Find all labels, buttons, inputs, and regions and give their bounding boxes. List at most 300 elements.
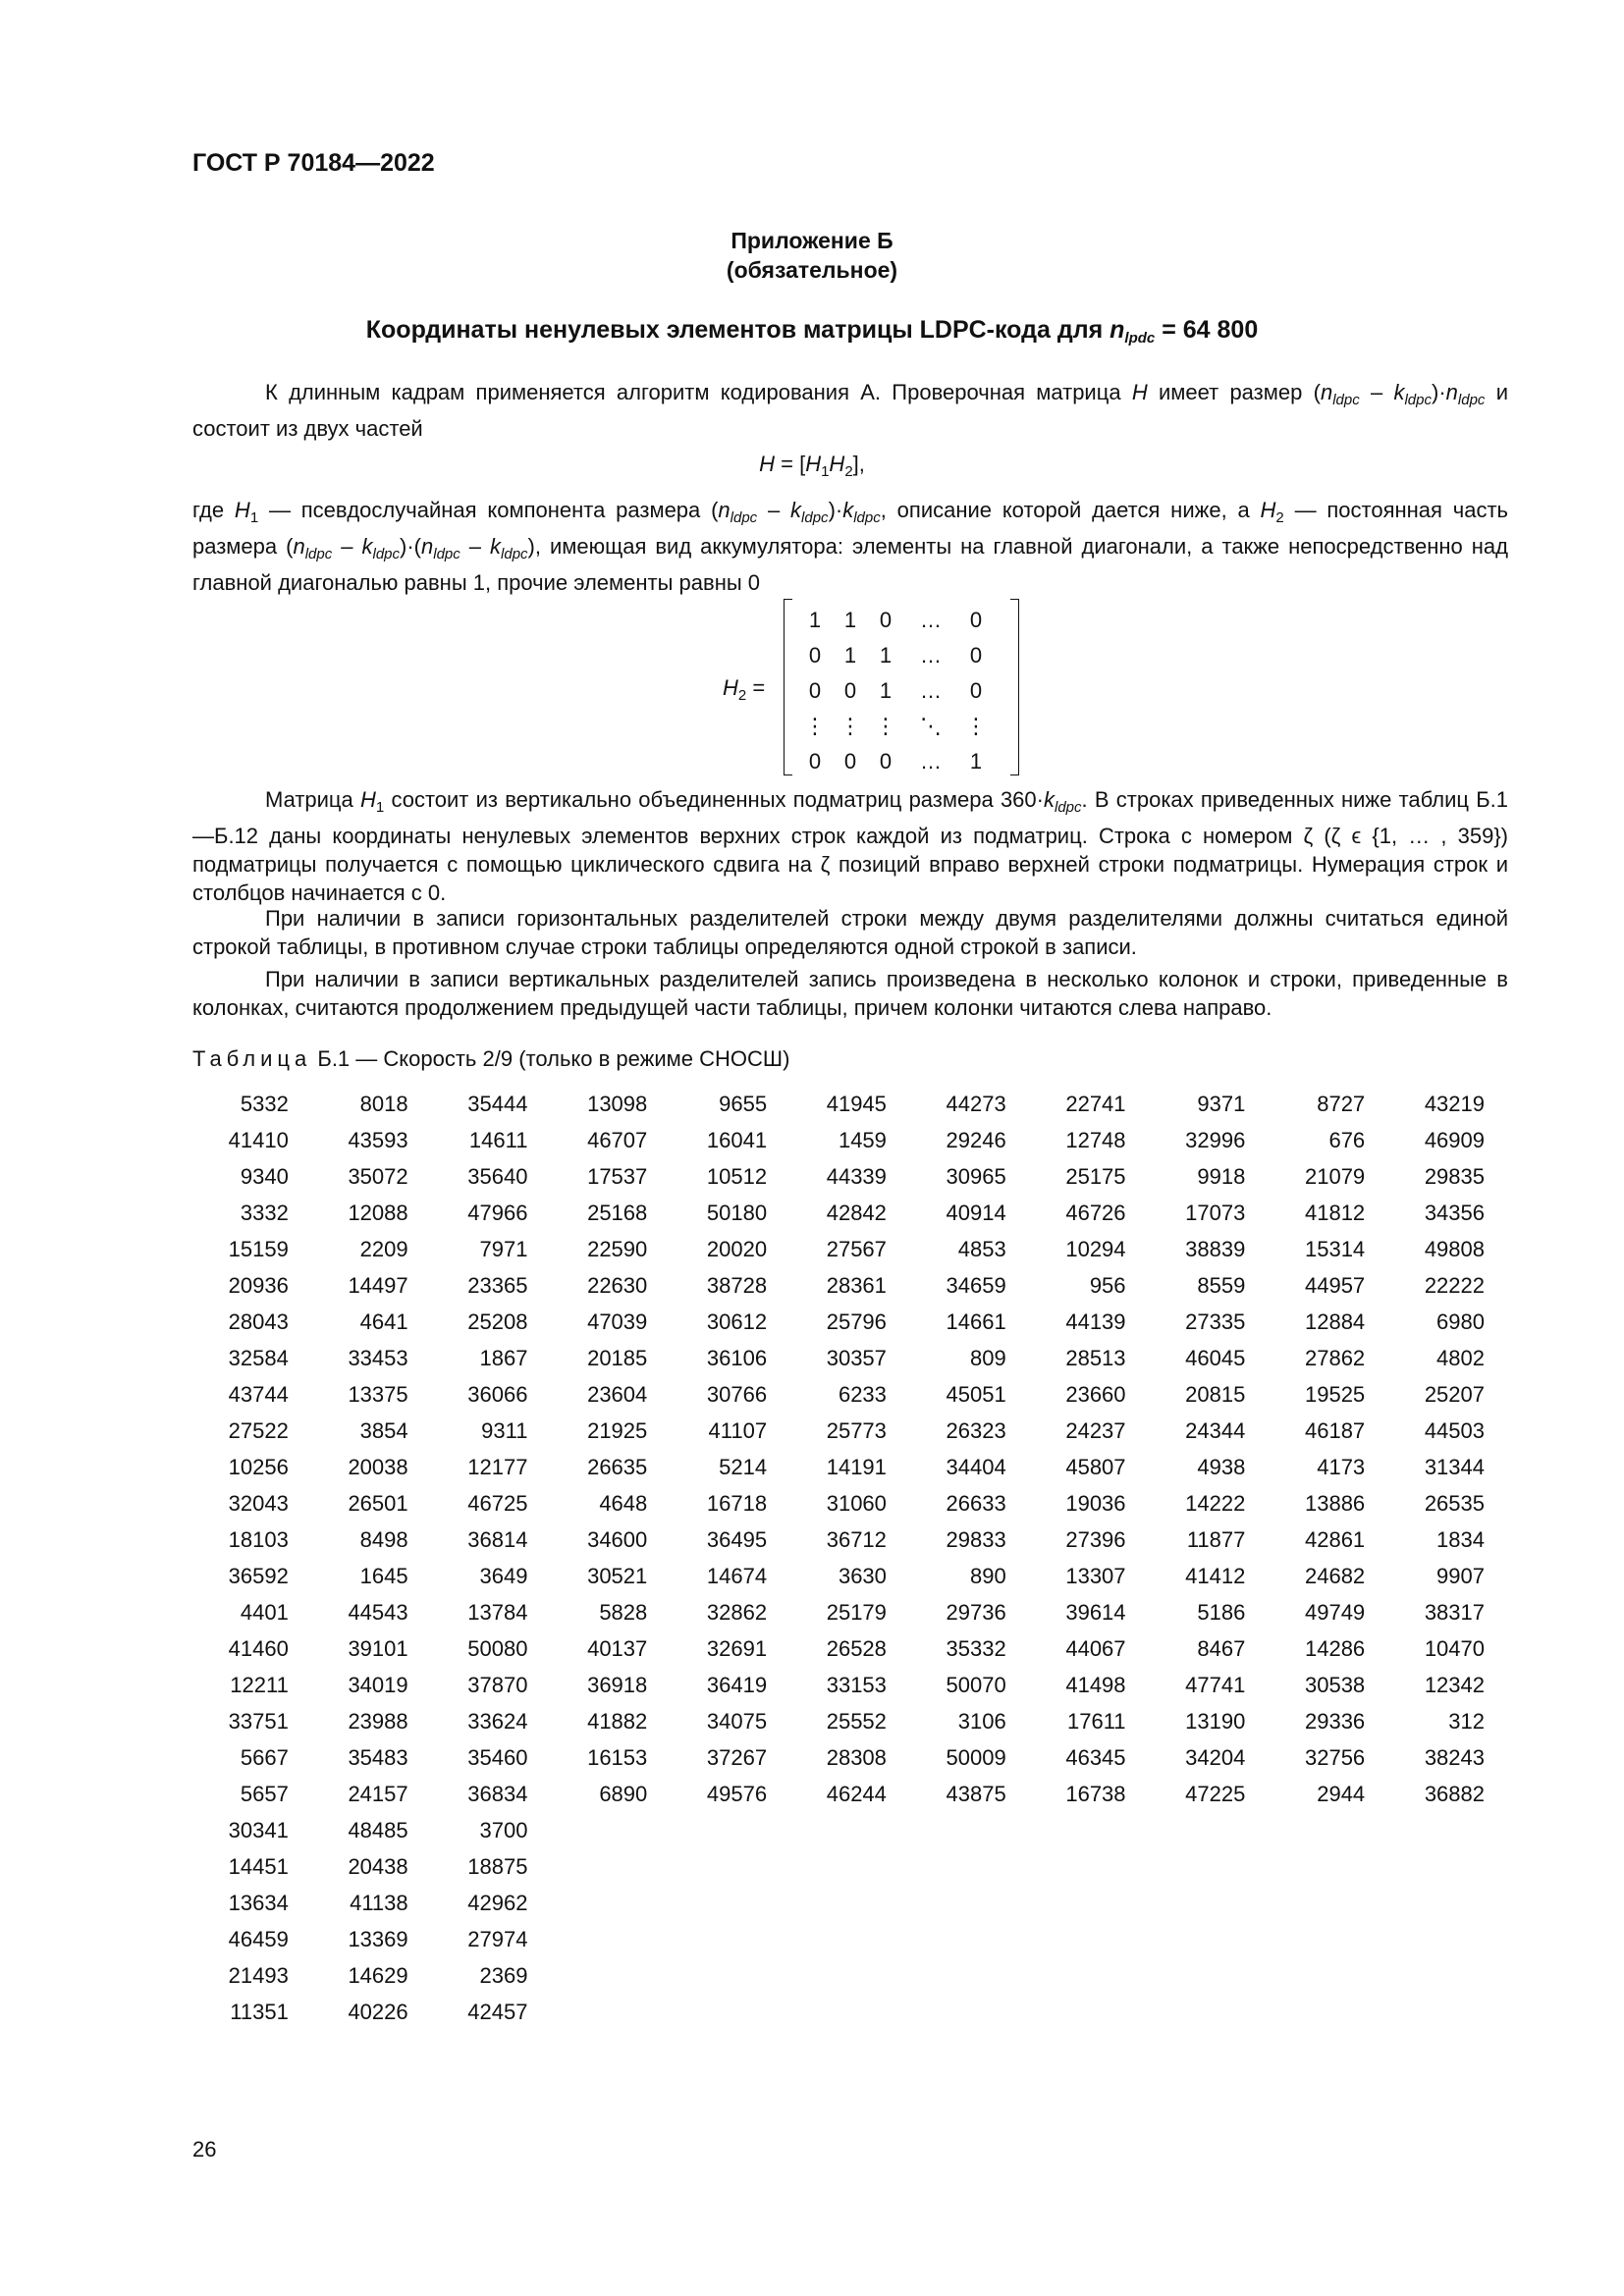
table-cell: 8018 bbox=[359, 1092, 408, 1116]
table-cell: 22741 bbox=[1065, 1092, 1126, 1116]
table-cell: 13886 bbox=[1304, 1491, 1366, 1516]
table-cell: 5667 bbox=[240, 1745, 289, 1770]
table-row bbox=[192, 1630, 1508, 1667]
table-row bbox=[192, 1957, 1508, 1994]
matrix-cell: … bbox=[920, 608, 942, 632]
table-cell: 47741 bbox=[1185, 1673, 1246, 1697]
matrix-cell: 0 bbox=[808, 749, 822, 774]
table-cell: 34204 bbox=[1185, 1745, 1246, 1770]
table-cell: 41812 bbox=[1304, 1201, 1366, 1225]
annex-label: Приложение Б bbox=[731, 228, 893, 253]
matrix-cell: 0 bbox=[843, 749, 857, 774]
table-cell: 34600 bbox=[587, 1527, 648, 1552]
paragraph-1: К длинным кадрам применяется алгоритм кодирования А. Проверочная матрица H имеет размер $(n_{ldpc} - k_{ldpc})\cdot n_{ldpc}$ и состоит из двух частей bbox=[192, 380, 1508, 441]
table-cell: 4938 bbox=[1197, 1455, 1246, 1479]
table-cell: 49576 bbox=[706, 1782, 768, 1806]
table-cell: 27567 bbox=[826, 1237, 887, 1261]
table-cell: 13307 bbox=[1065, 1564, 1126, 1588]
table-cell: 42457 bbox=[467, 2000, 528, 2024]
matrix-cell: … bbox=[920, 678, 942, 703]
table-cell: 45807 bbox=[1065, 1455, 1126, 1479]
table-cell: 21493 bbox=[228, 1963, 289, 1988]
table-row bbox=[192, 1195, 1508, 1231]
table-cell: 2944 bbox=[1317, 1782, 1366, 1806]
table-cell: 14629 bbox=[348, 1963, 408, 1988]
table-cell: 17537 bbox=[587, 1164, 648, 1189]
table-cell: 38243 bbox=[1424, 1745, 1485, 1770]
table-cell: 35640 bbox=[467, 1164, 528, 1189]
table-row bbox=[192, 1848, 1508, 1885]
table-cell: 41410 bbox=[228, 1128, 289, 1152]
table-row bbox=[192, 1558, 1508, 1594]
matrix-grid bbox=[797, 603, 994, 779]
table-cell: 26528 bbox=[826, 1636, 887, 1661]
table-cell: 11877 bbox=[1186, 1527, 1246, 1552]
table-cell: 34659 bbox=[946, 1273, 1006, 1298]
table-row bbox=[192, 1739, 1508, 1776]
table-cell: 7971 bbox=[479, 1237, 528, 1261]
table-cell: 12211 bbox=[230, 1673, 289, 1697]
table-cell: 42861 bbox=[1304, 1527, 1366, 1552]
table-cell: 32584 bbox=[228, 1346, 289, 1370]
table-cell: 9655 bbox=[719, 1092, 768, 1116]
table-cell: 8727 bbox=[1317, 1092, 1366, 1116]
table-row bbox=[192, 1449, 1508, 1485]
table-cell: 6233 bbox=[838, 1382, 887, 1407]
table-cell: 41882 bbox=[587, 1709, 648, 1734]
table-cell: 42962 bbox=[467, 1891, 528, 1915]
standard-number: ГОСТ Р 70184—2022 bbox=[192, 149, 435, 177]
table-cell: 26535 bbox=[1424, 1491, 1485, 1516]
table-cell: 32691 bbox=[706, 1636, 768, 1661]
left-bracket bbox=[784, 599, 792, 775]
table-cell: 14497 bbox=[348, 1273, 408, 1298]
table-cell: 4648 bbox=[599, 1491, 648, 1516]
table-cell: 1645 bbox=[359, 1564, 408, 1588]
table-cell: 25552 bbox=[826, 1709, 887, 1734]
matrix-cell: ⋮ bbox=[965, 714, 987, 738]
table-cell: 8559 bbox=[1197, 1273, 1246, 1298]
table-cell: 43219 bbox=[1424, 1092, 1485, 1116]
table-cell: 44273 bbox=[946, 1092, 1006, 1116]
table-cell: 50080 bbox=[467, 1636, 528, 1661]
table-cell: 13634 bbox=[228, 1891, 289, 1915]
table-row bbox=[192, 1122, 1508, 1158]
coordinates-table bbox=[192, 1086, 1508, 2030]
table-cell: 25796 bbox=[826, 1309, 887, 1334]
table-cell: 22590 bbox=[587, 1237, 648, 1261]
table-cell: 2369 bbox=[479, 1963, 528, 1988]
matrix-cell: ⋱ bbox=[920, 714, 942, 738]
table-cell: 9340 bbox=[240, 1164, 289, 1189]
table-cell: 20020 bbox=[706, 1237, 768, 1261]
table-cell: 4173 bbox=[1317, 1455, 1366, 1479]
table-cell: 12177 bbox=[467, 1455, 528, 1479]
table-cell: 39614 bbox=[1065, 1600, 1126, 1625]
matrix-cell: 1 bbox=[969, 749, 983, 774]
table-cell: 31060 bbox=[826, 1491, 887, 1516]
table-cell: 17073 bbox=[1185, 1201, 1246, 1225]
table-cell: 3854 bbox=[359, 1418, 408, 1443]
table-cell: 36814 bbox=[467, 1527, 528, 1552]
table-cell: 809 bbox=[970, 1346, 1006, 1370]
table-cell: 9371 bbox=[1197, 1092, 1246, 1116]
table-cell: 25179 bbox=[826, 1600, 887, 1625]
table-cell: 19525 bbox=[1304, 1382, 1366, 1407]
matrix-cell: 0 bbox=[879, 608, 893, 632]
table-cell: 36495 bbox=[706, 1527, 768, 1552]
table-cell: 47039 bbox=[587, 1309, 648, 1334]
table-row bbox=[192, 1594, 1508, 1630]
table-cell: 34019 bbox=[348, 1673, 408, 1697]
table-cell: 21079 bbox=[1304, 1164, 1366, 1189]
table-cell: 5186 bbox=[1197, 1600, 1246, 1625]
table-cell: 24237 bbox=[1065, 1418, 1126, 1443]
table-cell: 26633 bbox=[946, 1491, 1006, 1516]
table-row bbox=[192, 1340, 1508, 1376]
matrix-cell: 0 bbox=[808, 678, 822, 703]
table-cell: 30766 bbox=[706, 1382, 768, 1407]
table-cell: 26635 bbox=[587, 1455, 648, 1479]
table-cell: 16718 bbox=[706, 1491, 768, 1516]
table-cell: 676 bbox=[1328, 1128, 1366, 1152]
table-cell: 28308 bbox=[826, 1745, 887, 1770]
table-cell: 14451 bbox=[228, 1854, 289, 1879]
table-cell: 1459 bbox=[838, 1128, 887, 1152]
table-cell: 12342 bbox=[1424, 1673, 1485, 1697]
table-cell: 27862 bbox=[1304, 1346, 1366, 1370]
table-cell: 15314 bbox=[1304, 1237, 1366, 1261]
table-cell: 43593 bbox=[348, 1128, 408, 1152]
table-cell: 14611 bbox=[468, 1128, 528, 1152]
table-row bbox=[192, 1703, 1508, 1739]
table-cell: 30357 bbox=[826, 1346, 887, 1370]
table-cell: 16041 bbox=[706, 1128, 768, 1152]
table-cell: 29835 bbox=[1424, 1164, 1485, 1189]
matrix-cell: 1 bbox=[879, 643, 893, 667]
matrix-cell: 0 bbox=[879, 749, 893, 774]
table-row bbox=[192, 1231, 1508, 1267]
table-cell: 37870 bbox=[467, 1673, 528, 1697]
table-cell: 22630 bbox=[587, 1273, 648, 1298]
table-cell: 5214 bbox=[719, 1455, 768, 1479]
table-cell: 8498 bbox=[359, 1527, 408, 1552]
table-cell: 10512 bbox=[706, 1164, 768, 1189]
table-row bbox=[192, 1158, 1508, 1195]
table-cell: 5657 bbox=[240, 1782, 289, 1806]
table-cell: 46725 bbox=[467, 1491, 528, 1516]
table-cell: 21925 bbox=[587, 1418, 648, 1443]
table-cell: 46459 bbox=[228, 1927, 289, 1951]
table-cell: 25207 bbox=[1424, 1382, 1485, 1407]
table-cell: 46909 bbox=[1424, 1128, 1485, 1152]
table-caption: Таблица Б.1 — Скорость 2/9 (только в режиме СНОСШ) bbox=[192, 1046, 790, 1071]
table-cell: 40226 bbox=[348, 2000, 408, 2024]
table-cell: 39101 bbox=[348, 1636, 408, 1661]
table-cell: 46707 bbox=[587, 1128, 648, 1152]
table-cell: 9311 bbox=[481, 1418, 528, 1443]
table-cell: 30965 bbox=[946, 1164, 1006, 1189]
matrix-cell: … bbox=[920, 643, 942, 667]
table-row bbox=[192, 1267, 1508, 1304]
table-cell: 16738 bbox=[1065, 1782, 1126, 1806]
table-cell: 45051 bbox=[946, 1382, 1006, 1407]
page-number: 26 bbox=[192, 2137, 217, 2162]
table-cell: 24344 bbox=[1185, 1418, 1246, 1443]
table-cell: 9918 bbox=[1197, 1164, 1246, 1189]
table-cell: 20438 bbox=[348, 1854, 408, 1879]
table-row bbox=[192, 1304, 1508, 1340]
table-cell: 35483 bbox=[348, 1745, 408, 1770]
matrix-cell: 1 bbox=[879, 678, 893, 703]
table-row bbox=[192, 1812, 1508, 1848]
table-cell: 23988 bbox=[348, 1709, 408, 1734]
table-cell: 47966 bbox=[467, 1201, 528, 1225]
table-cell: 36592 bbox=[228, 1564, 289, 1588]
table-row bbox=[192, 1994, 1508, 2030]
table-cell: 10256 bbox=[228, 1455, 289, 1479]
table-cell: 38839 bbox=[1185, 1237, 1246, 1261]
table-cell: 34404 bbox=[946, 1455, 1006, 1479]
table-cell: 8467 bbox=[1197, 1636, 1246, 1661]
table-cell: 44339 bbox=[826, 1164, 887, 1189]
table-cell: 46045 bbox=[1185, 1346, 1246, 1370]
table-row bbox=[192, 1376, 1508, 1413]
table-row bbox=[192, 1776, 1508, 1812]
table-cell: 27974 bbox=[467, 1927, 528, 1951]
table-cell: 30341 bbox=[228, 1818, 289, 1842]
table-cell: 9907 bbox=[1436, 1564, 1485, 1588]
table-cell: 29246 bbox=[946, 1128, 1006, 1152]
table-cell: 46345 bbox=[1065, 1745, 1126, 1770]
table-cell: 36106 bbox=[706, 1346, 768, 1370]
table-cell: 32043 bbox=[228, 1491, 289, 1516]
table-cell: 33153 bbox=[826, 1673, 887, 1697]
table-cell: 40137 bbox=[587, 1636, 648, 1661]
table-cell: 34356 bbox=[1424, 1201, 1485, 1225]
table-cell: 35460 bbox=[467, 1745, 528, 1770]
table-cell: 41138 bbox=[350, 1891, 408, 1915]
table-cell: 3649 bbox=[479, 1564, 528, 1588]
matrix-cell: 1 bbox=[808, 608, 822, 632]
table-cell: 35072 bbox=[348, 1164, 408, 1189]
table-cell: 44543 bbox=[348, 1600, 408, 1625]
table-cell: 41945 bbox=[826, 1092, 887, 1116]
table-cell: 20815 bbox=[1185, 1382, 1246, 1407]
table-cell: 20185 bbox=[587, 1346, 648, 1370]
table-cell: 41412 bbox=[1185, 1564, 1246, 1588]
table-cell: 42842 bbox=[826, 1201, 887, 1225]
table-cell: 12088 bbox=[348, 1201, 408, 1225]
matrix-cell: … bbox=[920, 749, 942, 774]
table-cell: 29736 bbox=[946, 1600, 1006, 1625]
table-cell: 30538 bbox=[1304, 1673, 1366, 1697]
table-cell: 17611 bbox=[1066, 1709, 1126, 1734]
matrix-body bbox=[784, 599, 1019, 775]
matrix-cell: ⋮ bbox=[839, 714, 861, 738]
table-cell: 41460 bbox=[228, 1636, 289, 1661]
matrix-cell: 0 bbox=[969, 608, 983, 632]
matrix-cell: 0 bbox=[843, 678, 857, 703]
table-cell: 38317 bbox=[1424, 1600, 1485, 1625]
table-row bbox=[192, 1522, 1508, 1558]
table-cell: 35332 bbox=[946, 1636, 1006, 1661]
matrix-cell: ⋮ bbox=[804, 714, 826, 738]
table-cell: 4853 bbox=[957, 1237, 1006, 1261]
table-cell: 14222 bbox=[1185, 1491, 1246, 1516]
table-cell: 23604 bbox=[587, 1382, 648, 1407]
table-row bbox=[192, 1485, 1508, 1522]
table-cell: 50009 bbox=[946, 1745, 1006, 1770]
table-cell: 46187 bbox=[1304, 1418, 1366, 1443]
table-cell: 10470 bbox=[1424, 1636, 1485, 1661]
matrix-cell: 0 bbox=[969, 643, 983, 667]
table-cell: 24682 bbox=[1304, 1564, 1366, 1588]
table-cell: 890 bbox=[970, 1564, 1006, 1588]
table-cell: 3106 bbox=[957, 1709, 1006, 1734]
table-cell: 312 bbox=[1448, 1709, 1485, 1734]
table-cell: 33751 bbox=[228, 1709, 289, 1734]
table-cell: 25168 bbox=[587, 1201, 648, 1225]
table-cell: 1834 bbox=[1436, 1527, 1485, 1552]
table-cell: 48485 bbox=[348, 1818, 408, 1842]
matrix-label: $H_2$ = bbox=[723, 675, 766, 704]
table-cell: 16153 bbox=[587, 1745, 648, 1770]
table-cell: 18103 bbox=[228, 1527, 289, 1552]
table-cell: 4401 bbox=[240, 1600, 289, 1625]
table-cell: 24157 bbox=[348, 1782, 408, 1806]
table-cell: 33624 bbox=[467, 1709, 528, 1734]
table-cell: 28361 bbox=[826, 1273, 887, 1298]
table-cell: 1867 bbox=[479, 1346, 528, 1370]
table-cell: 14191 bbox=[826, 1455, 887, 1479]
paragraph-5: При наличии в записи вертикальных разделителей запись произведена в несколько колонок и строки, приведенные в колонках, считаются продолжением предыдущей части таблицы, причем колонки читаются слева направо. bbox=[192, 967, 1508, 1020]
table-cell: 19036 bbox=[1065, 1491, 1126, 1516]
table-cell: 36066 bbox=[467, 1382, 528, 1407]
table-cell: 49749 bbox=[1304, 1600, 1366, 1625]
paragraph-3: Матрица $H_1$ состоит из вертикально объединенных подматриц размера $360\cdot k_{ldpc}$. В строках приведенных ниже таблиц Б.1—Б.12 даны координаты ненулевых элементов верхних строк каждой из подматриц. Строка с номером ζ (ζ ϵ {1, … , 359}) подматрицы получается с помощью циклического сдвига на ζ позиций вправо верхней строки подматрицы. Нумерация строк и столбцов начинается с 0. bbox=[192, 787, 1508, 905]
table-cell: 6980 bbox=[1436, 1309, 1485, 1334]
matrix-cell: 1 bbox=[843, 608, 857, 632]
table-cell: 40914 bbox=[946, 1201, 1006, 1225]
table-cell: 47225 bbox=[1185, 1782, 1246, 1806]
table-cell: 15159 bbox=[228, 1237, 289, 1261]
matrix-cell: 0 bbox=[969, 678, 983, 703]
table-cell: 27396 bbox=[1065, 1527, 1126, 1552]
table-cell: 35444 bbox=[467, 1092, 528, 1116]
table-cell: 30521 bbox=[587, 1564, 648, 1588]
table-cell: 13190 bbox=[1185, 1709, 1246, 1734]
table-cell: 41107 bbox=[708, 1418, 768, 1443]
table-cell: 5332 bbox=[240, 1092, 289, 1116]
table-cell: 3700 bbox=[479, 1818, 528, 1842]
table-cell: 956 bbox=[1089, 1273, 1126, 1298]
table-cell: 25175 bbox=[1065, 1164, 1126, 1189]
table-cell: 23660 bbox=[1065, 1382, 1126, 1407]
table-cell: 13098 bbox=[587, 1092, 648, 1116]
table-cell: 44957 bbox=[1304, 1273, 1366, 1298]
table-cell: 36834 bbox=[467, 1782, 528, 1806]
table-cell: 44067 bbox=[1065, 1636, 1126, 1661]
table-cell: 23365 bbox=[467, 1273, 528, 1298]
paragraph-2: где $H_1$ — псевдослучайная компонента размера $(n_{ldpc} - k_{ldpc})\cdot k_{ldpc}$, описание которой дается ниже, а $H_2$ — постоянная часть размера $(n_{ldpc} - k_{ldpc})\cdot(n_{ldpc} - k_{ldpc})$, имеющая вид аккумулятора: элементы на главной диагонали, а также непосредственно над главной диагональю равны 1, прочие элементы равны 0 bbox=[192, 498, 1508, 595]
table-cell: 34075 bbox=[706, 1709, 768, 1734]
table-cell: 46726 bbox=[1065, 1201, 1126, 1225]
table-cell: 14674 bbox=[706, 1564, 768, 1588]
table-cell: 4641 bbox=[359, 1309, 408, 1334]
table-cell: 38728 bbox=[706, 1273, 768, 1298]
table-cell: 43744 bbox=[228, 1382, 289, 1407]
table-cell: 28043 bbox=[228, 1309, 289, 1334]
table-cell: 3630 bbox=[838, 1564, 887, 1588]
table-cell: 13369 bbox=[348, 1927, 408, 1951]
paragraph-4: При наличии в записи горизонтальных разделителей строки между двумя разделителями должны считаться единой строкой таблицы, в противном случае строки таблицы определяются одной строкой в записи. bbox=[192, 906, 1508, 959]
table-cell: 5828 bbox=[599, 1600, 648, 1625]
table-cell: 13784 bbox=[467, 1600, 528, 1625]
table-row bbox=[192, 1885, 1508, 1921]
table-cell: 46244 bbox=[826, 1782, 887, 1806]
table-cell: 27335 bbox=[1185, 1309, 1246, 1334]
table-cell: 12884 bbox=[1304, 1309, 1366, 1334]
table-cell: 29336 bbox=[1304, 1709, 1366, 1734]
matrix-cell: 0 bbox=[808, 643, 822, 667]
table-cell: 44503 bbox=[1424, 1418, 1485, 1443]
table-cell: 29833 bbox=[946, 1527, 1006, 1552]
table-cell: 20936 bbox=[228, 1273, 289, 1298]
table-cell: 25773 bbox=[826, 1418, 887, 1443]
table-cell: 3332 bbox=[240, 1201, 289, 1225]
section-title: Координаты ненулевых элементов матрицы LDPC-кода для $n_{lpdc} = 64$ 800 bbox=[365, 316, 1259, 347]
table-row bbox=[192, 1413, 1508, 1449]
table-cell: 2209 bbox=[359, 1237, 408, 1261]
table-row bbox=[192, 1921, 1508, 1957]
table-cell: 20038 bbox=[348, 1455, 408, 1479]
right-bracket bbox=[1010, 599, 1019, 775]
annex-status: (обязательное) bbox=[726, 257, 898, 283]
table-cell: 11351 bbox=[230, 2000, 289, 2024]
table-row bbox=[192, 1086, 1508, 1122]
table-cell: 18875 bbox=[467, 1854, 528, 1879]
table-cell: 13375 bbox=[348, 1382, 408, 1407]
table-cell: 43875 bbox=[946, 1782, 1006, 1806]
table-cell: 36419 bbox=[706, 1673, 768, 1697]
table-cell: 4802 bbox=[1436, 1346, 1485, 1370]
table-cell: 36882 bbox=[1424, 1782, 1485, 1806]
table-cell: 25208 bbox=[467, 1309, 528, 1334]
matrix-cell: 1 bbox=[843, 643, 857, 667]
matrix-cell: ⋮ bbox=[875, 714, 896, 738]
table-cell: 36918 bbox=[587, 1673, 648, 1697]
table-cell: 32996 bbox=[1185, 1128, 1246, 1152]
table-cell: 14286 bbox=[1304, 1636, 1366, 1661]
formula-h: $H = [H_1H_2]$, bbox=[759, 452, 865, 480]
table-cell: 14661 bbox=[946, 1309, 1006, 1334]
table-cell: 26323 bbox=[946, 1418, 1006, 1443]
table-cell: 33453 bbox=[348, 1346, 408, 1370]
table-cell: 31344 bbox=[1424, 1455, 1485, 1479]
table-cell: 26501 bbox=[348, 1491, 408, 1516]
table-cell: 27522 bbox=[228, 1418, 289, 1443]
table-cell: 32756 bbox=[1304, 1745, 1366, 1770]
table-cell: 44139 bbox=[1065, 1309, 1126, 1334]
table-cell: 32862 bbox=[706, 1600, 768, 1625]
table-cell: 49808 bbox=[1424, 1237, 1485, 1261]
table-cell: 10294 bbox=[1065, 1237, 1126, 1261]
table-cell: 22222 bbox=[1424, 1273, 1485, 1298]
table-cell: 6890 bbox=[599, 1782, 648, 1806]
table-cell: 30612 bbox=[706, 1309, 768, 1334]
table-cell: 41498 bbox=[1065, 1673, 1126, 1697]
